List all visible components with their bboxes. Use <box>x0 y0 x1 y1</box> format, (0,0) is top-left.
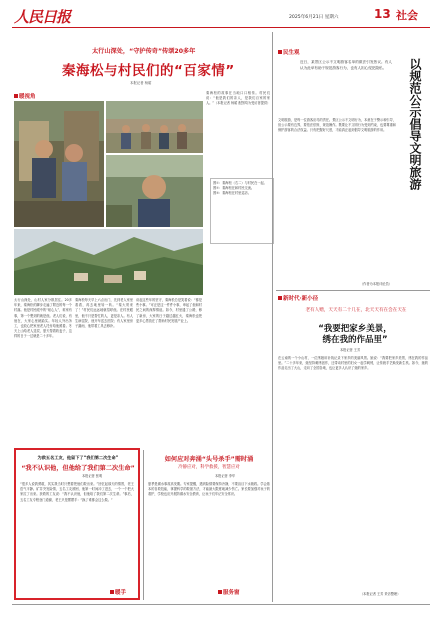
section-tag-livelihood <box>278 48 300 56</box>
page-number: 13 <box>374 7 391 21</box>
photo-elderly-smiling <box>106 155 203 227</box>
section-square-icon <box>278 296 282 300</box>
feature-headline: “我要把家乡美景， 绣在我的作品里” <box>318 324 392 345</box>
page-bottom-rule <box>12 604 430 605</box>
lower-middle-subhead: 冷静应对，科学救援，智慧应对 <box>178 465 240 470</box>
photo-villager-portrait <box>14 101 104 227</box>
photo-captions-box <box>210 178 274 244</box>
right-section-rule <box>276 290 430 291</box>
lower-left-kicker: 为救五名工友，他留下了“我们第二次生命” <box>37 455 119 460</box>
main-byline: 本报记者 杨昭 <box>130 81 152 85</box>
main-body-col3: 谈起这些年的坚守，秦海松总是笑着说：“都是些小事。”可正是这一件件小事，串起了他和村民之间的深厚情谊。如今，村里通了公路，修了新房，大家的日子越过越红火，秦海松也把更多心思放在了帮助村民发展产业上。 <box>136 298 202 323</box>
village-group-image <box>106 101 203 153</box>
section-tag-warm-view <box>14 92 36 100</box>
mountain-village-image <box>14 229 203 295</box>
elderly-smiling-image <box>106 155 203 227</box>
section-tag-label: 服务窗 <box>223 590 240 596</box>
lower-left-body: “很多人说我勇敢，其实我当时只想着把他们救出来。”回忆起那天的情景，老王语气平静。矿井突发险情，五名工友被困，他第一时间冲了进去，一个一个把大家拉了出来。获救的工友说：“我不认识他，但他给了我们第二次生命。”事后，五名工友专程登门道谢，老王只是摆摆手：“换了谁都会这么做。” <box>20 482 134 502</box>
section-tag-label: 暖视角 <box>19 94 36 100</box>
section-name: 社会 <box>396 9 418 22</box>
section-tag-warm-hand <box>110 588 126 596</box>
lower-middle-divider <box>143 450 144 600</box>
opinion-intro: 近日，某景区公示不文明游客名单的做法引发热议。有人认为此举有助于规范游客行为，也有人担心侵犯隐私。 <box>300 60 392 70</box>
masthead <box>0 0 442 30</box>
caption-2: 图②：秦海松在和村民交流。 <box>213 186 255 191</box>
section-tag-new-era <box>278 294 318 302</box>
opinion-body: 文明旅游，是每一位游客应尽的责任。景区公示不文明行为，本意在于警示和引导，但公示要有边界，要依法依规、规范操作。既要让不文明行为受到约束，也要尊重和保护游客的合法权益。只有把握好尺度，才能真正起到倡导文明旅游的作用。 <box>278 118 396 133</box>
section-tag-label: 新时代·新小径 <box>283 296 319 302</box>
main-kicker: 太行山深处，“守护传奇”传颂20多年 <box>92 48 196 55</box>
caption-1: 图①：秦海松（右二）与村民在一起。 <box>213 181 267 185</box>
section-square-icon <box>110 590 114 594</box>
lower-left-byline: 本报记者 张明 <box>82 474 103 478</box>
opinion-vertical-title: 以规范公示倡导文明旅游 <box>408 58 422 190</box>
lower-middle-byline: 本报记者 李华 <box>215 474 236 478</box>
lower-middle-headline: 如何应对奔涌“头号杀手”需时涌 <box>164 456 254 463</box>
photo-village-group <box>106 101 203 153</box>
column-divider-right <box>272 32 273 602</box>
lower-middle-body: 夏季是溺水事故高发期。专家提醒，遇到险情要保持冷静，不要盲目下水施救。学会基本的自救技能，掌握科学的救援方法，才能最大限度地减少伤亡。家长要加强对孩子的看护，学校也应开展防溺水安全教育，让孩子们牢记安全常识。 <box>148 482 270 497</box>
newspaper-logo: 人民日报 <box>14 8 71 26</box>
section-square-icon <box>14 94 18 98</box>
section-tag-service-window <box>218 588 240 596</box>
main-body-col2: 秦海松每天早上六点出门，先到老人家里看看，再去地里转一转。“秦大哥来了！”村民们远远地就招呼他。在村民眼里，他不只是帮忙的人，更是亲人。有人生病住院，他开车送去医院；有人家里房子漏雨，他带着工具去修补。 <box>75 298 133 329</box>
main-body-col4: 秦海松的故事在当地口口相传。村民们说：“他是我们的亲人，是我们百家的家人。”（本报记者 杨昭 配图均为受访者提供） <box>206 91 270 106</box>
section-square-icon <box>218 590 222 594</box>
feature-kicker: 老有人赠，天天有二十几在，北天天有在会在天在 <box>305 308 407 313</box>
main-headline: 秦海松与村民们的“百家情” <box>62 63 235 79</box>
caption-3: 图③：秦海松在村里巡访。 <box>213 191 251 196</box>
lower-left-headline: “我不认识他，但他给了我们第二次生命” <box>21 465 135 472</box>
feature-byline: 本报记者 王芳 <box>340 348 361 352</box>
photo-mountain-village <box>14 229 203 295</box>
section-tag-label: 民生观 <box>283 50 300 56</box>
feature-credit: （本报记者 王芳 采访整理） <box>360 592 401 596</box>
issue-date: 2025年6月21日 星期六 <box>289 15 339 20</box>
feature-body: 在云南的一个小山村，一位绣娘用针线记录下家乡的美丽风景。她说：“我要把家乡美景，绣在我的作品里。”二十多年来，她坚持刺绣创作，还带动村里的妇女一起学刺绣，让传统手艺焕发新生机。如今，她的作品走出了大山，走向了全国各地，也让更多人认识了她的家乡。 <box>278 356 428 371</box>
portrait-image <box>14 101 104 227</box>
main-body-col1: 太行山深处，山村人家分散居住。20多年来，秦海松的脚步走遍了附近的每一个村落。他是村民眼中的“贴心人”，谁家有事，第一个想到的就是他。老人们说，有他在，大家心里就踏实。年轻人外出务工，也放心把家里老人托付给他照看。冬天上山给老人送炭，夏天帮着收麦子，这样的日子一过就是二十多年。 <box>14 298 72 339</box>
opinion-byline: （作者为本报评论员） <box>360 282 392 286</box>
masthead-rule <box>12 27 430 28</box>
section-tag-label: 暖手 <box>115 590 127 596</box>
section-square-icon <box>278 50 282 54</box>
